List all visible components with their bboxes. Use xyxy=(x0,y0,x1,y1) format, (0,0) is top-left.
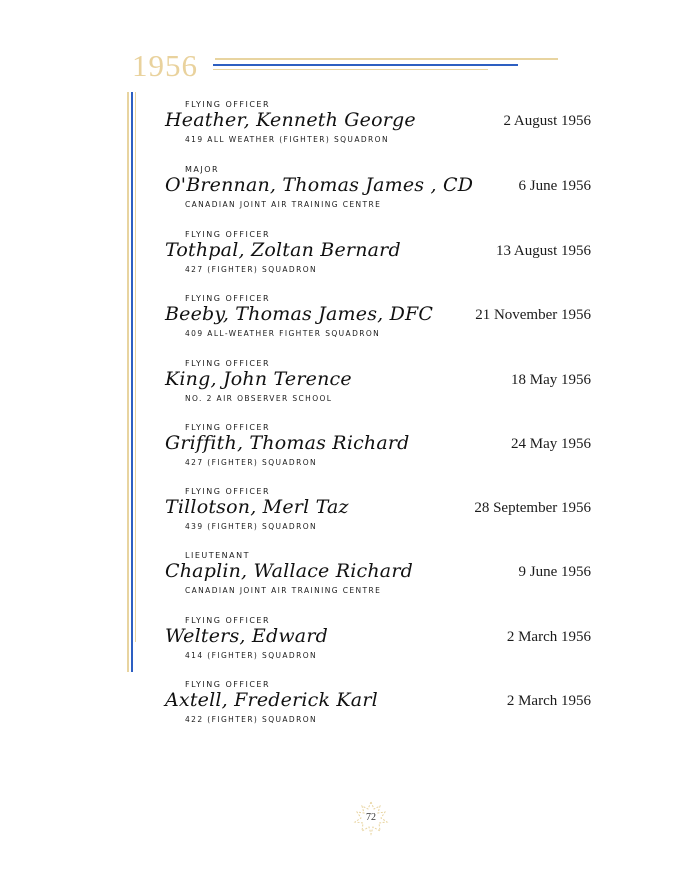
memorial-entry xyxy=(165,680,595,740)
entry-unit: 414 (FIGHTER) SQUADRON xyxy=(185,651,318,660)
entry-date: 2 March 1956 xyxy=(506,629,591,645)
entry-name: O'Brennan, Thomas James , CD xyxy=(165,174,474,196)
entry-unit: CANADIAN JOINT AIR TRAINING CENTRE xyxy=(185,586,382,595)
entry-unit: 427 (FIGHTER) SQUADRON xyxy=(185,458,318,467)
entry-date: 6 June 1956 xyxy=(518,178,591,194)
entry-name: Tillotson, Merl Taz xyxy=(165,496,349,518)
gold-rule-top xyxy=(215,58,558,60)
entry-name: Axtell, Frederick Karl xyxy=(165,689,378,711)
memorial-entry xyxy=(165,165,595,225)
entry-date: 9 June 1956 xyxy=(518,564,591,580)
entry-rank: LIEUTENANT xyxy=(185,551,250,560)
entry-rank: FLYING OFFICER xyxy=(185,230,271,239)
entry-date: 18 May 1956 xyxy=(511,372,591,388)
entry-date: 13 August 1956 xyxy=(495,243,591,259)
memorial-entry xyxy=(165,100,595,160)
entry-unit: 422 (FIGHTER) SQUADRON xyxy=(185,715,318,724)
entry-unit: CANADIAN JOINT AIR TRAINING CENTRE xyxy=(185,200,382,209)
entry-name: Beeby, Thomas James, DFC xyxy=(165,303,434,325)
side-gold-line xyxy=(127,92,129,672)
page-number: 72 xyxy=(366,812,376,823)
entry-unit: 427 (FIGHTER) SQUADRON xyxy=(185,265,318,274)
entry-name: Heather, Kenneth George xyxy=(165,109,416,131)
side-blue-line xyxy=(131,92,133,672)
memorial-entry xyxy=(165,230,595,290)
memorial-entry xyxy=(165,294,595,354)
memorial-entry xyxy=(165,423,595,483)
side-rule xyxy=(127,92,137,672)
entry-unit: 409 ALL-WEATHER FIGHTER SQUADRON xyxy=(185,329,381,338)
entry-name: Welters, Edward xyxy=(165,625,328,647)
side-gold-line-inner xyxy=(135,92,136,642)
entry-name: Griffith, Thomas Richard xyxy=(165,432,410,454)
entry-rank: FLYING OFFICER xyxy=(185,294,271,303)
entry-unit: 419 ALL WEATHER (FIGHTER) SQUADRON xyxy=(185,135,389,144)
entry-rank: MAJOR xyxy=(185,165,220,174)
entry-rank: FLYING OFFICER xyxy=(185,680,271,689)
entry-date: 2 August 1956 xyxy=(503,113,591,129)
entry-name: Chaplin, Wallace Richard xyxy=(165,560,413,582)
memorial-entry xyxy=(165,551,595,611)
entry-rank: FLYING OFFICER xyxy=(185,359,271,368)
entry-rank: FLYING OFFICER xyxy=(185,616,271,625)
entry-date: 28 September 1956 xyxy=(474,500,591,516)
entry-date: 2 March 1956 xyxy=(506,693,591,709)
entry-date: 21 November 1956 xyxy=(475,307,591,323)
memorial-entry xyxy=(165,359,595,419)
year-heading: 1956 xyxy=(132,48,198,83)
entry-rank: FLYING OFFICER xyxy=(185,487,271,496)
memorial-entry xyxy=(165,487,595,547)
header-rule xyxy=(213,58,558,74)
entry-rank: FLYING OFFICER xyxy=(185,100,271,109)
entry-unit: 439 (FIGHTER) SQUADRON xyxy=(185,522,318,531)
memorial-entry xyxy=(165,616,595,676)
entry-rank: FLYING OFFICER xyxy=(185,423,271,432)
gold-rule-bottom xyxy=(213,69,488,70)
blue-rule xyxy=(213,64,518,66)
page-number-badge xyxy=(351,800,391,836)
entry-name: King, John Terence xyxy=(165,368,352,390)
entry-date: 24 May 1956 xyxy=(511,436,591,452)
entry-unit: NO. 2 AIR OBSERVER SCHOOL xyxy=(185,394,333,403)
entry-name: Tothpal, Zoltan Bernard xyxy=(165,239,401,261)
